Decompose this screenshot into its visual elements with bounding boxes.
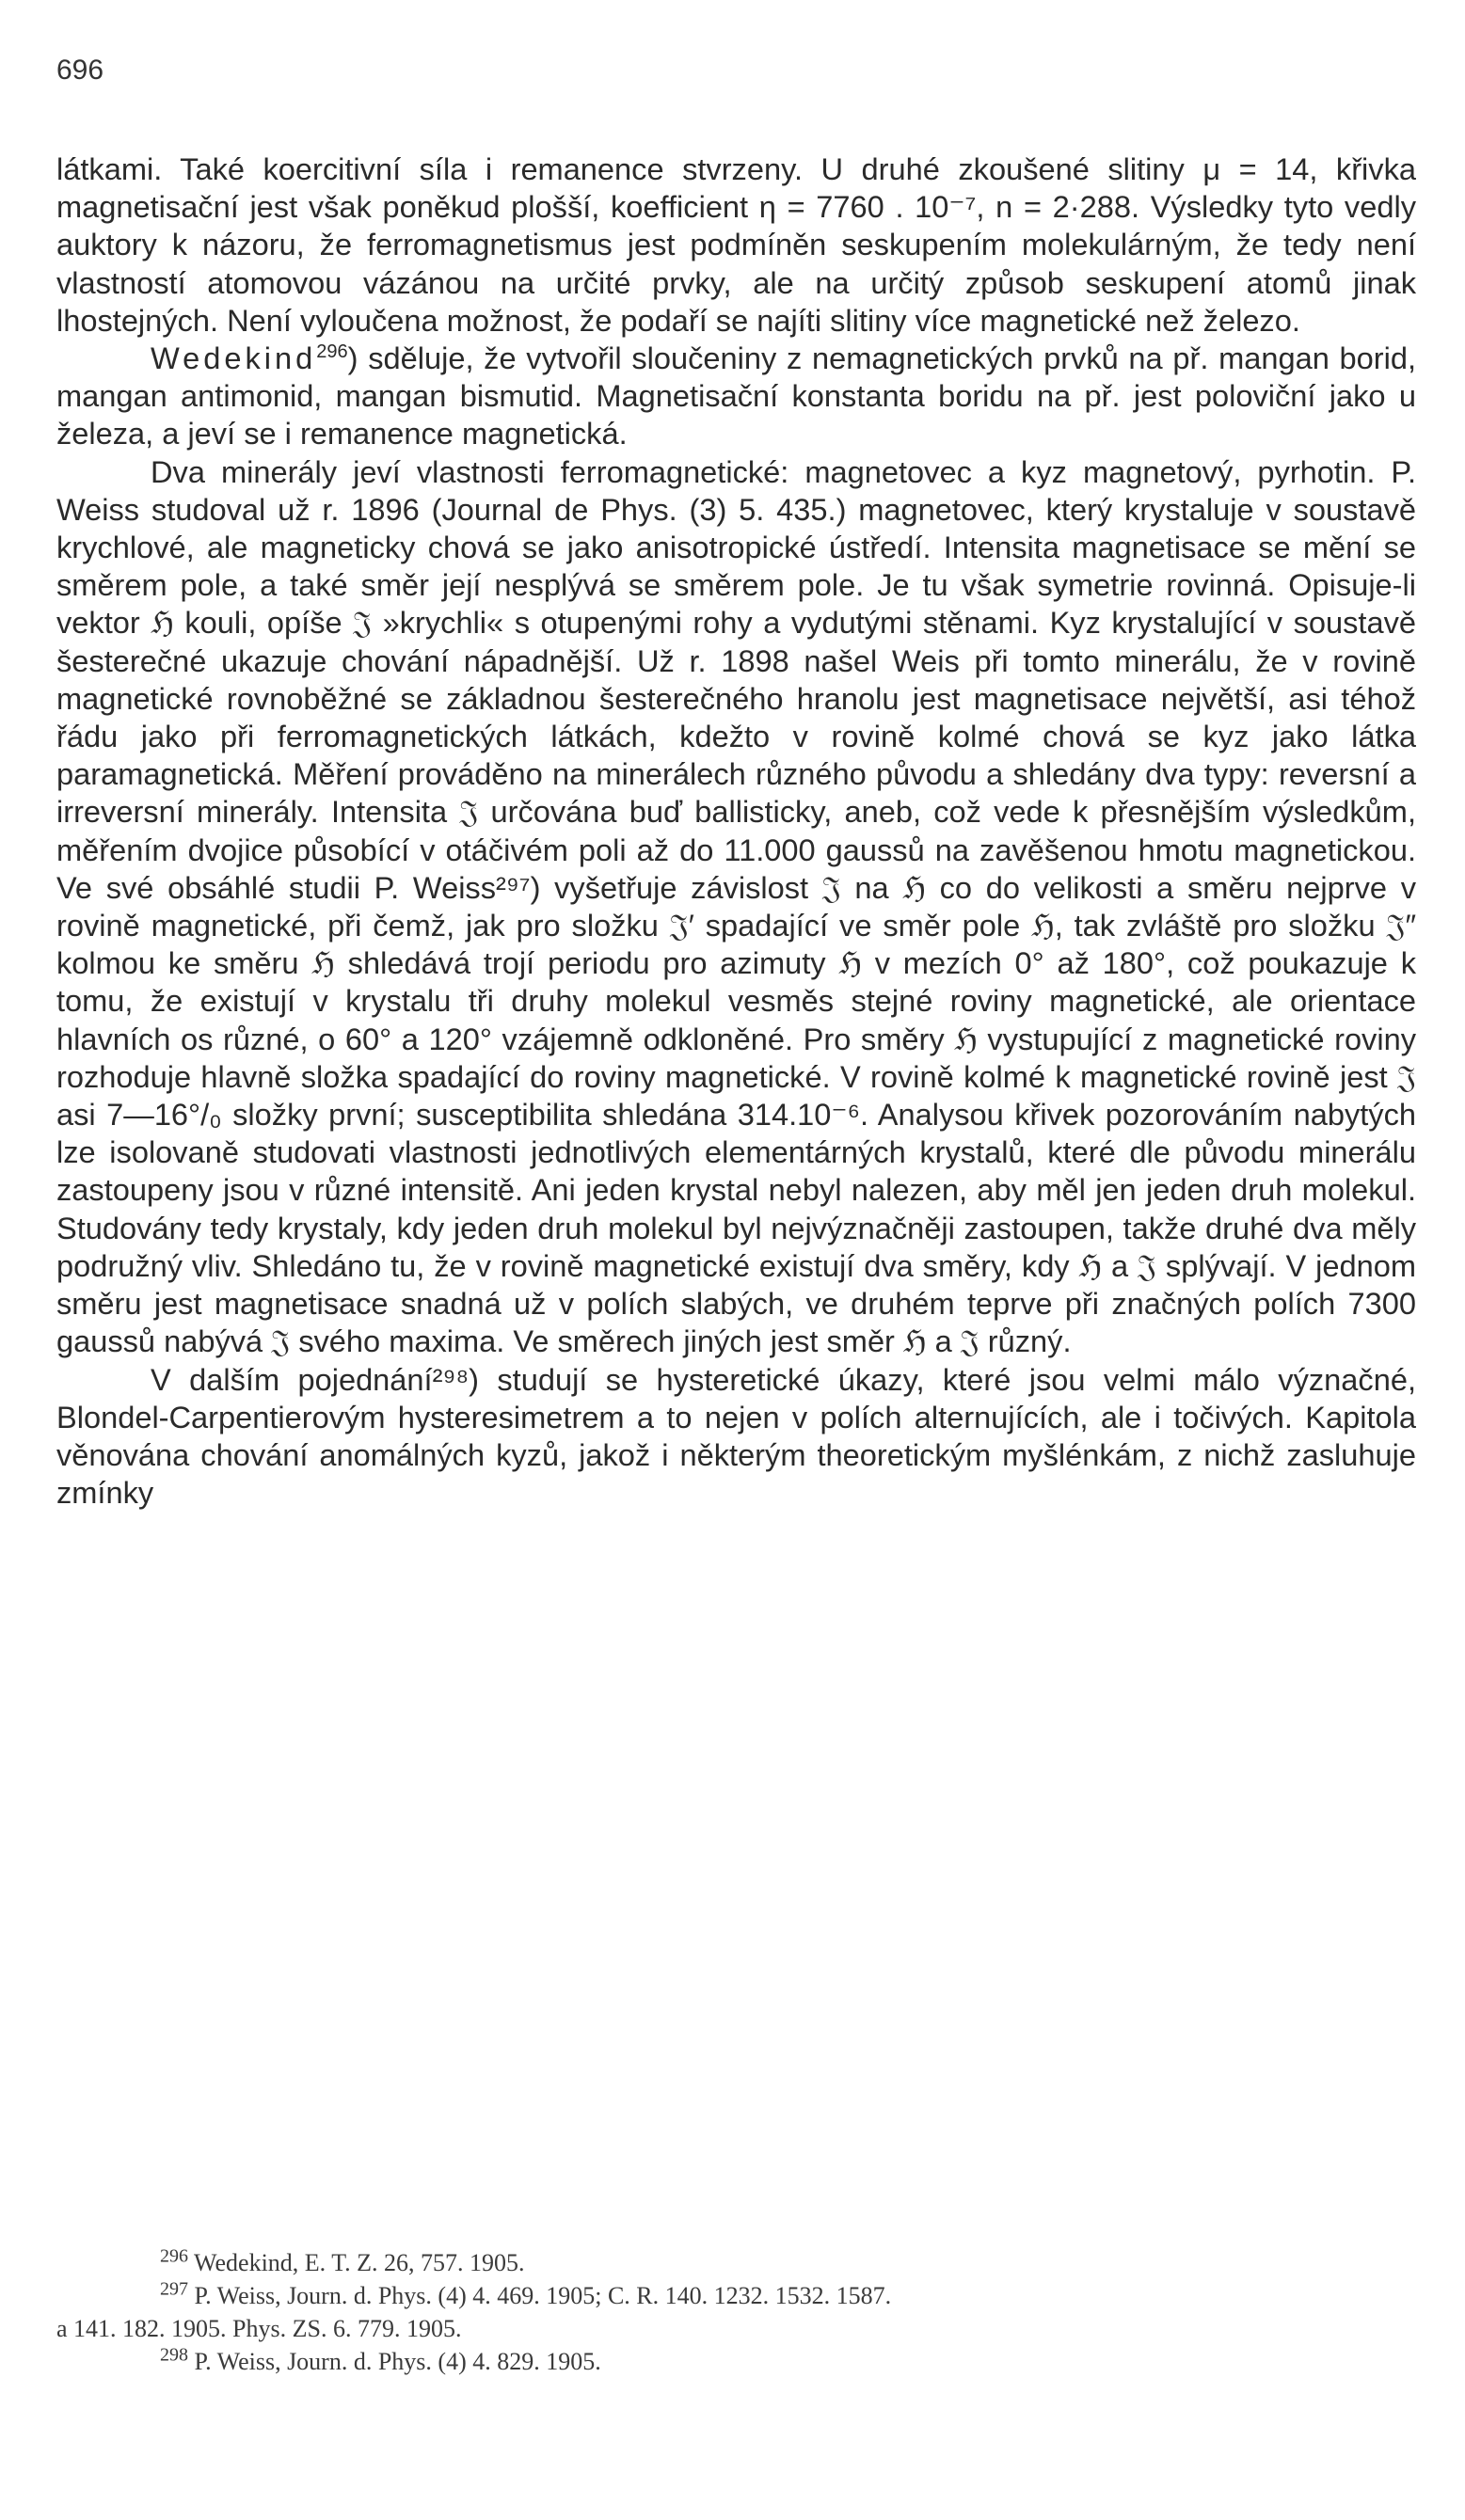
footnote-text: P. Weiss, Journ. d. Phys. (4) 4. 829. 1905. [194,2348,601,2375]
footnote-ref: 296 [316,341,348,363]
footnote-text: Wedekind, E. T. Z. 26, 757. 1905. [194,2249,525,2276]
paragraph-1: látkami. Také koercitivní síla i remanence stvrzeny. U druhé zkoušené slitiny μ = 14, křivka magnetisační jest však poněkud plošší, koefficient η = 7760 . 10⁻⁷, n = 2·288. Výsledky tyto vedly auktory k názoru, že ferromagnetismus jest podmíněn seskupením molekulárným, že tedy není vlastností atomovou vázánou na určité prvky, ale na určitý způsob seskupení atomů jinak lhostejných. Není vyloučena možnost, že podaří se najíti slitiny více magnetické než železo. [56,151,1416,338]
paragraph-4: V dalším pojednání²⁹⁸) studují se hysteretické úkazy, které jsou velmi málo význačné, Blondel-Carpentierovým hysteresimetrem a to nejen v polích alternujících, ale i točivých. Kapitola věnována chování anomálných kyzů, jakož i některým theoretickým myšlénkám, z nichž zasluhuje zmínky [56,1361,1416,1511]
footnote-text: P. Weiss, Journ. d. Phys. (4) 4. 469. 1905; C. R. 140. 1232. 1532. 1587. [194,2282,892,2309]
paragraph-3: Dva minerály jeví vlastnosti ferromagnetické: magnetovec a kyz magnetový, pyrhotin. P. Weiss studoval už r. 1896 (Journal de Phys. (3) 5. 435.) magnetovec, který krystaluje v soustavě krychlové, ale magneticky chová se jako anisotropické ústředí. Intensita magnetisace se mění se směrem pole, a také směr její nesplývá se směrem pole. Je tu však symetrie rovinná. Opisuje-li vektor ℌ kouli, opíše 𝔍 »krychli« s otupenými rohy a vydutými stěnami. Kyz krystalující v soustavě šesterečné ukazuje chování nápadnější. Už r. 1898 našel Weis při tomto minerálu, že v rovině magnetické rovnoběžné se základnou šesterečného hranolu jest magnetisace největší, asi téhož řádu jako při ferromagnetických látkách, kdežto v rovině kolmé chová se kyz jako látka paramagnetická. Měření prováděno na minerálech různého původu a shledány dva typy: reversní a irreversní minerály. Intensita 𝔍 určována buď ballisticky, aneb, což vede k přesnějším výsledkům, měřením dvojice působící v otáčivém poli až do 11.000 gaussů na zavěšenou hmotu magnetickou. Ve své obsáhlé studii P. Weiss²⁹⁷) vyšetřuje závislost 𝔍 na ℌ co do velikosti a směru nejprve v rovině magnetické, při čemž, jak pro složku 𝔍′ spadající ve směr pole ℌ, tak zvláště pro složku 𝔍″ kolmou ke směru ℌ shledává trojí periodu pro azimuty ℌ v mezích 0° až 180°, což poukazuje k tomu, že existují v krystalu tři druhy molekul vesměs stejné roviny magnetické, ale orientace hlavních os různé, o 60° a 120° vzájemně odkloněné. Pro směry ℌ vystupující z magnetické roviny rozhoduje hlavně složka spadající do roviny magnetické. V rovině kolmé k magnetické rovině jest 𝔍 asi 7—16°/₀ složky první; susceptibilita shledána 314.10⁻⁶. Analysou křivek pozorováním nabytých lze isolovaně studovati vlastnosti jednotlivých elementárných krystalů, které dle původu minerálu zastoupeny jsou v různé intensitě. Ani jeden krystal nebyl nalezen, aby měl jen jeden druh molekul. Studovány tedy krystaly, kdy jeden druh molekul byl nejvýznačněji zastoupen, takže druhé dva měly podružný vliv. Shledáno tu, že v rovině magnetické existují dva směry, kdy ℌ a 𝔍 splývají. V jednom směru jest magnetisace snadná už v polích slabých, ve druhém teprve při značných polích 7300 gaussů nabývá 𝔍 svého maxima. Ve směrech jiných jest směr ℌ a 𝔍 různý. [56,453,1416,1359]
footnote-297 [56,2279,1416,2312]
author-name: Wedekind [151,341,317,376]
paragraph-2-text: ) sděluje, že vytvořil sloučeniny z nemagnetických prvků na př. mangan borid, mangan antimonid, mangan bismutid. Magnetisační konstanta boridu na př. jest poloviční jako u železa, a jeví se i remanence magnetická. [56,341,1416,452]
footnote-297-continued: a 141. 182. 1905. Phys. ZS. 6. 779. 1905. [56,2315,462,2342]
footnote-298 [56,2345,1416,2378]
footnotes [56,2246,1416,2378]
footnote-296 [56,2246,1416,2279]
footnote-number: 296 [160,2245,188,2267]
footnote-number: 298 [160,2344,188,2366]
body-text [56,151,1416,1512]
paragraph-2 [56,340,1416,453]
footnote-number: 297 [160,2278,188,2300]
page-number: 696 [56,55,104,86]
